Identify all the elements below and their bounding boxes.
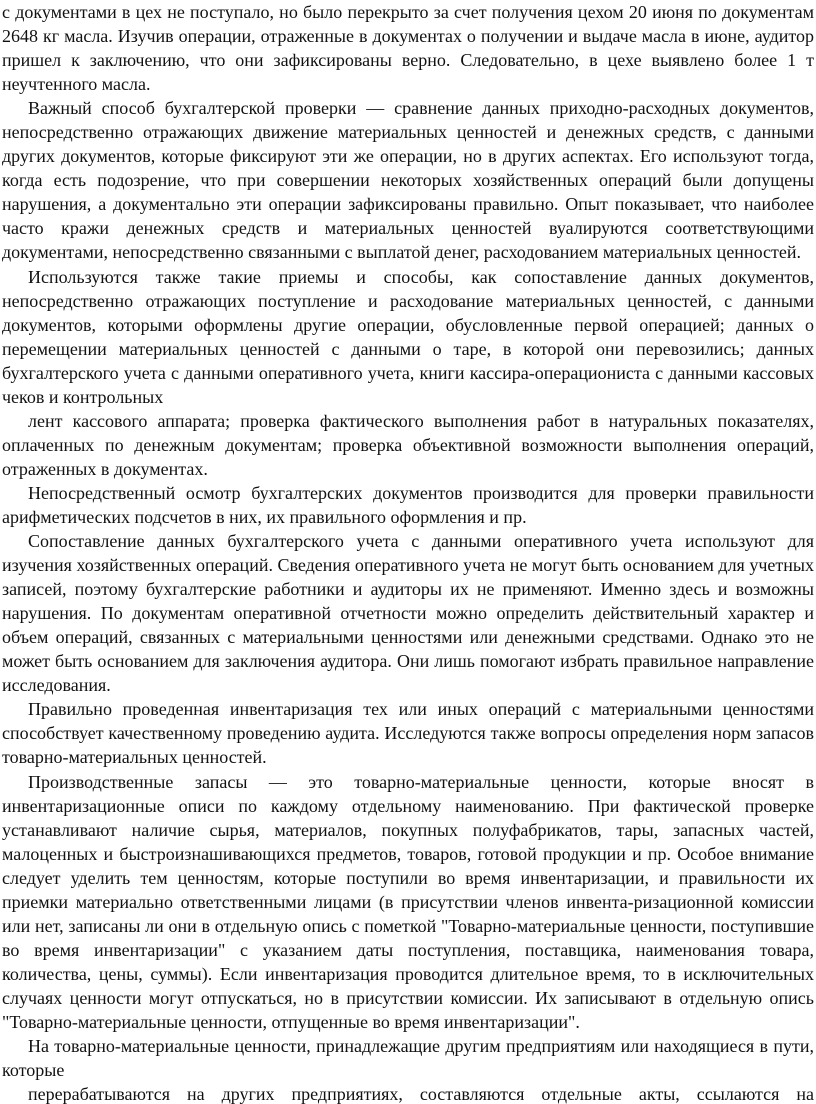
- paragraph-techniques: Используются также такие приемы и способы, как сопоставление данных документов, непосредственно отражающих поступление и расходование материальных ценностей, с данными документов, которыми оформлены другие операции, обусловленные первой операцией; данных о перемещении материальных ценностей с данными о таре, в которой они перевозились; данных бухгалтерского учета с данными оперативного учета, книги кассира-операциониста с данными кассовых чеков и контрольных: [2, 266, 814, 407]
- paragraph-inventory: Правильно проведенная инвентаризация тех или иных операций с материальными ценностями способствует качественному проведению аудита. Исследуются также вопросы определения норм запасов товарно-материальных ценностей.: [2, 699, 814, 768]
- paragraph-operational-accounting: Сопоставление данных бухгалтерского учета с данными оперативного учета используют для изучения хозяйственных операций. Сведения оперативного учета не могут быть основанием для учетных записей, поэтому бухгалтерские работники и аудиторы их не применяют. Именно здесь и возможны нарушения. По документам оперативной отчетности можно определить действительный характер и объем операций, связанных с материальными ценностями или денежными средствами. Однако это не может быть основанием для заключения аудитора. Они лишь помогают избрать правильное направление исследования.: [2, 531, 814, 696]
- paragraph-processing-line: перерабатываются на других предприятиях, составляются отдельные акты, ссылаются на: [28, 1084, 814, 1104]
- paragraph-direct-inspection: Непосредственный осмотр бухгалтерских документов производится для проверки правильности арифметических подсчетов в них, их правильного оформления и пр.: [2, 482, 814, 527]
- paragraph-cash-register-tapes: лент кассового аппарата; проверка фактического выполнения работ в натуральных показателях, оплаченных по денежным документам; проверка объективной возможности выполнения операций, отраженных в документах.: [2, 410, 814, 479]
- document-body: [2, 0, 814, 1104]
- paragraph-comparison-method: Важный способ бухгалтерской проверки — сравнение данных приходно-расходных документов, непосредственно отражающих движение материальных ценностей и денежных средств, с данными других документов, которые фиксируют эти же операции, но в других аспектах. Его используют тогда, когда есть подозрение, что при совершении некоторых хозяйственных операций были допущены нарушения, а документально эти операции зафиксированы правильно. Опыт показывает, что наиболее часто кражи денежных средств и материальных ценностей вуалируются соответствующими документами, непосредственно связанными с выплатой денег, расходованием материальных ценностей.: [2, 98, 814, 263]
- paragraph-other-enterprises: На товарно-материальные ценности, принадлежащие другим предприятиям или находящиеся в пути, которые: [2, 1036, 814, 1081]
- paragraph-production-stocks: Производственные запасы — это товарно-материальные ценности, которые вносят в инвентаризационные описи по каждому отдельному наименованию. При фактической проверке устанавливают наличие сырья, материалов, покупных полуфабрикатов, тары, запасных частей, малоценных и быстроизнашивающихся предметов, товаров, готовой продукции и пр. Особое внимание следует уделить тем ценностям, которые поступили во время инвентаризации, и правильности их приемки материально ответственными лицами (в присутствии членов инвента-ризационной комиссии или нет, записаны ли они в отдельную опись с пометкой "Товарно-материальные ценности, поступившие во время инвентаризации" с указанием даты поступления, поставщика, наименования товара, количества, цены, суммы). Если инвентаризация проводится длительное время, то в исключительных случаях ценности могут отпускаться, но в присутствии комиссии. Их записывают в отдельную опись "Товарно-материальные ценности, отпущенные во время инвентаризации".: [2, 771, 814, 1032]
- paragraph-continued: с документами в цех не поступало, но было перекрыто за счет получения цехом 20 июня по документам 2648 кг масла. Изучив операции, отраженные в документах о получении и выдаче масла в июне, аудитор пришел к заключению, что они зафиксированы верно. Следовательно, в цехе выявлено более 1 т неучтенного масла.: [2, 2, 814, 95]
